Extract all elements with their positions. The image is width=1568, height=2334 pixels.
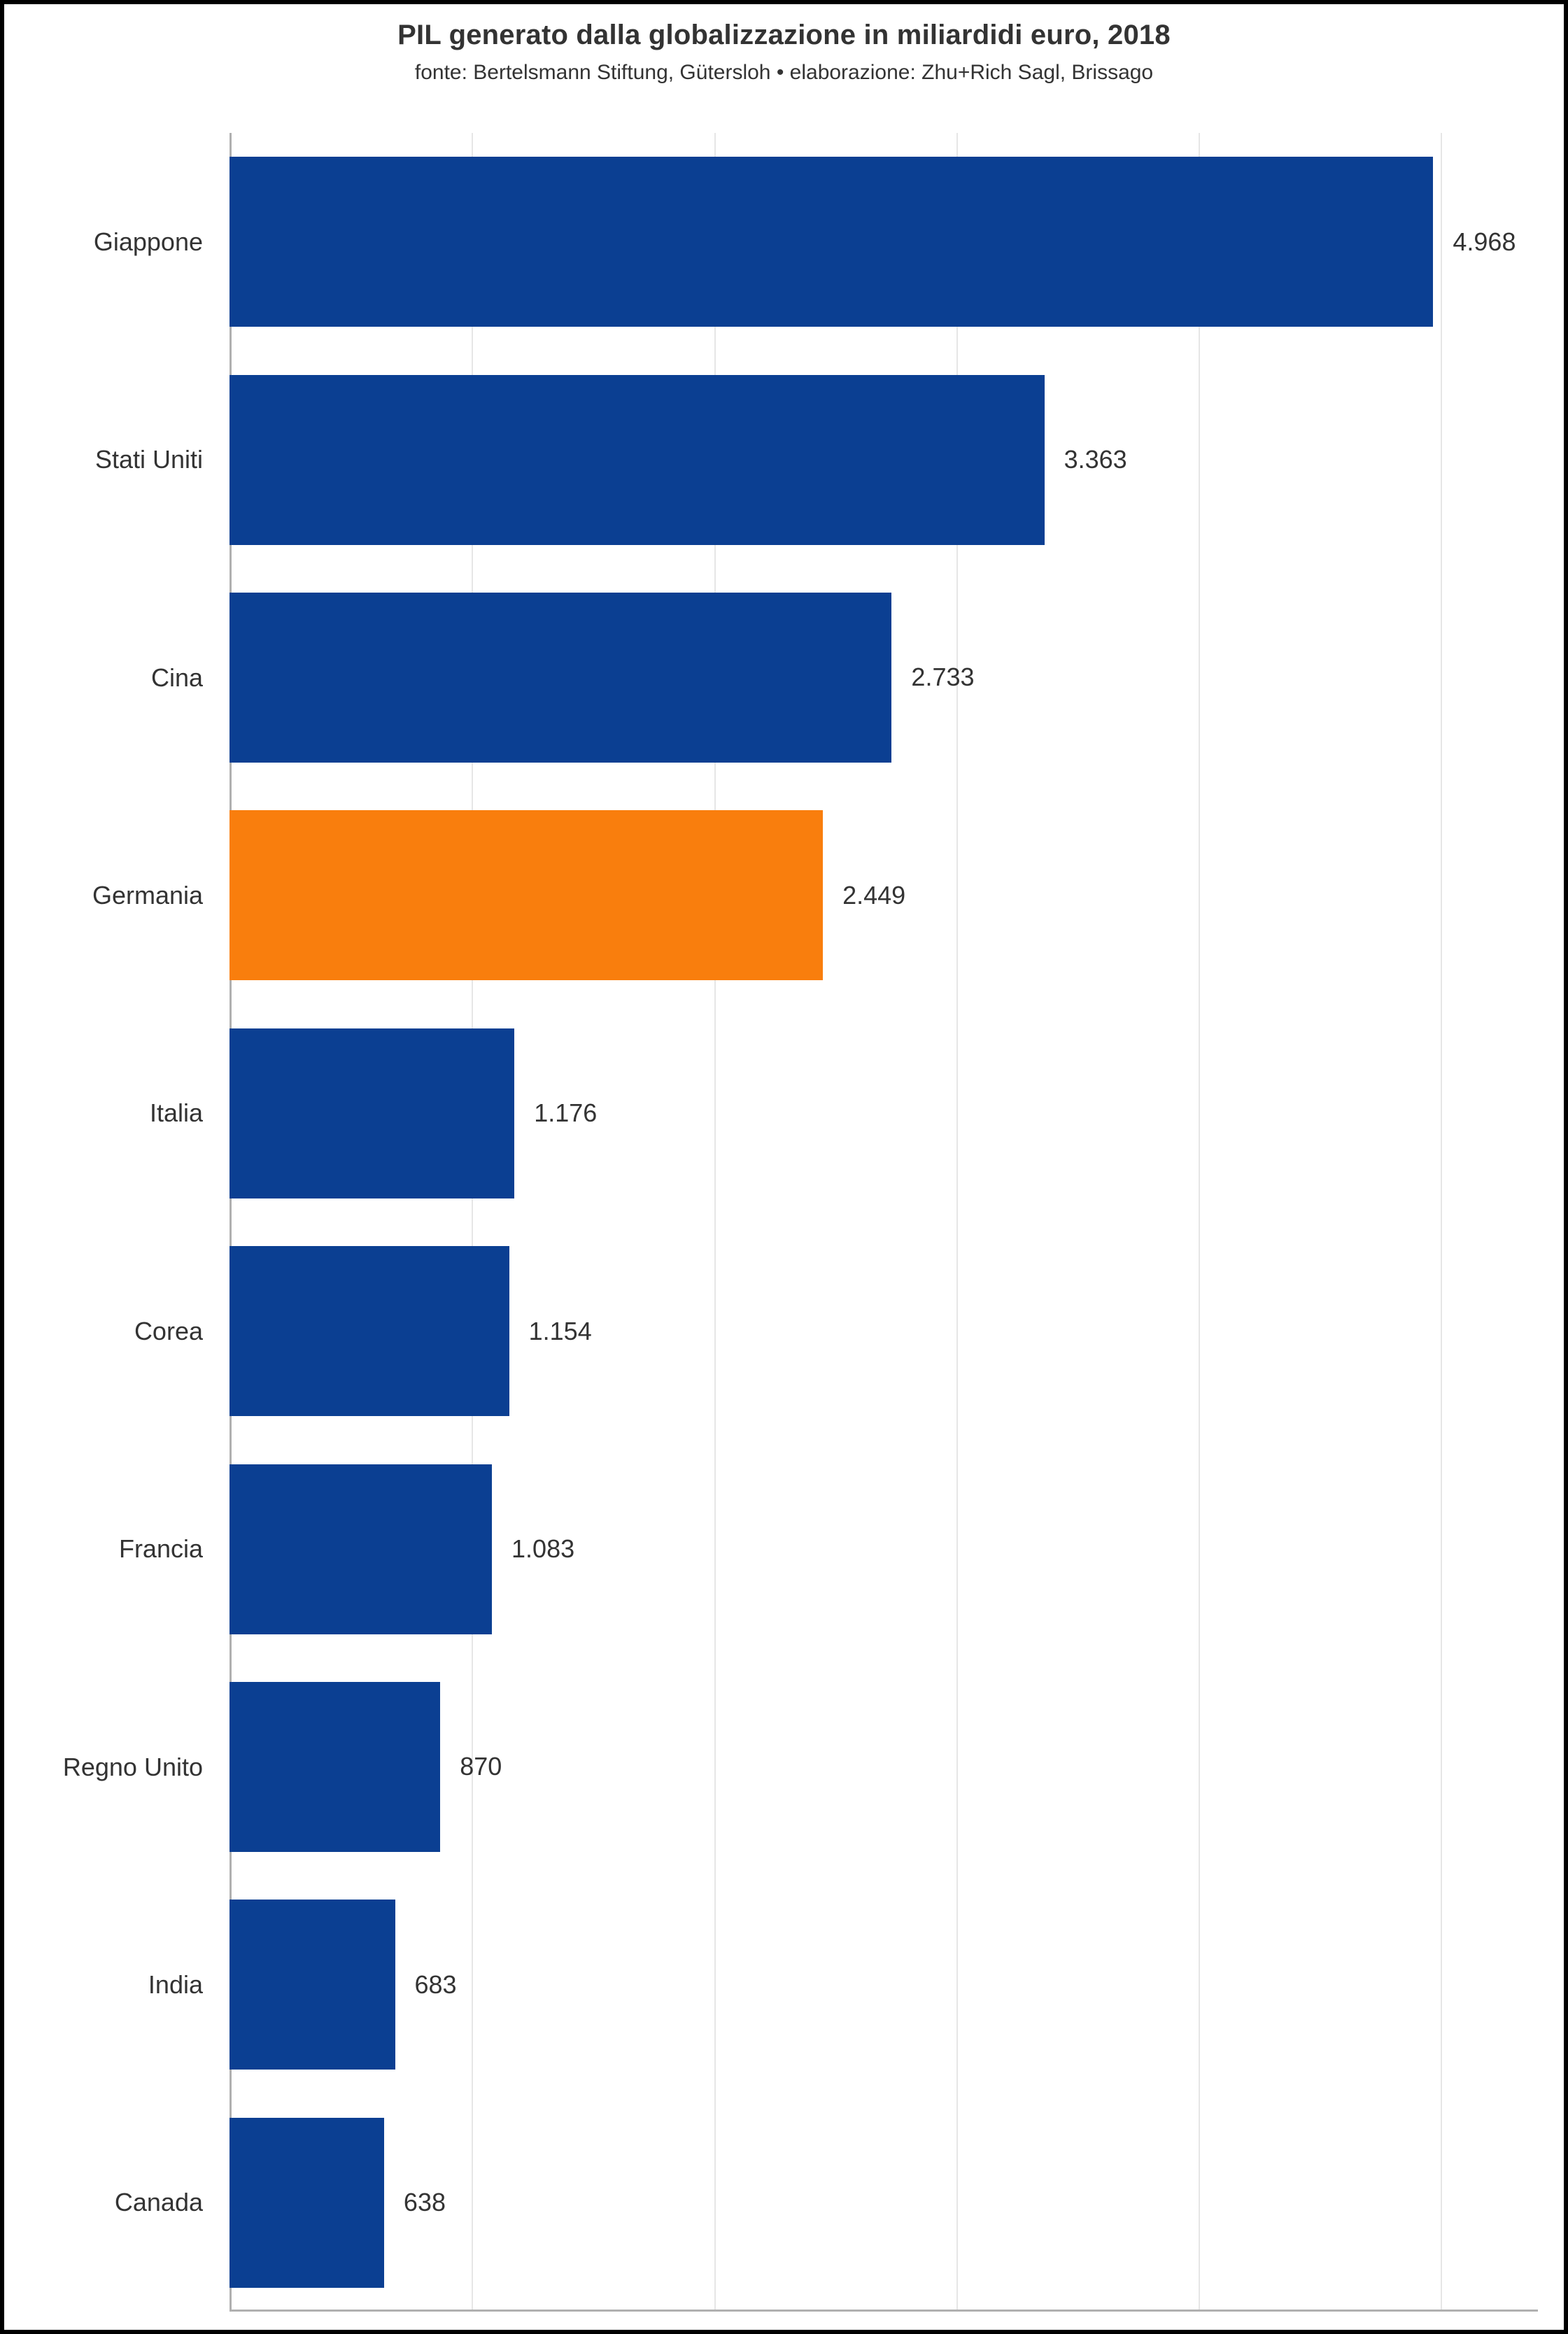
bar-row (229, 157, 1538, 327)
bar-canada[interactable] (229, 2118, 384, 2288)
plot-area (229, 133, 1538, 2312)
bar-cina[interactable] (229, 593, 891, 763)
bar-row (229, 2118, 1538, 2288)
bar-regno-unito[interactable] (229, 1682, 440, 1852)
category-label-giappone: Giappone (93, 227, 203, 256)
category-label-francia: Francia (118, 1534, 203, 1564)
bar-row (229, 1028, 1538, 1198)
bar-value-label: 1.154 (528, 1316, 592, 1345)
category-label-cina: Cina (150, 663, 203, 692)
bar-corea[interactable] (229, 1246, 509, 1416)
bar-row (229, 1464, 1538, 1634)
category-label-corea: Corea (134, 1316, 203, 1345)
bar-italia[interactable] (229, 1028, 514, 1198)
category-label-india: India (148, 1969, 203, 1999)
plot-wrapper (4, 129, 1568, 2333)
bar-value-label: 4.968 (1453, 227, 1516, 256)
x-axis (229, 2310, 1538, 2312)
bar-value-label: 870 (460, 1752, 502, 1781)
bar-francia[interactable] (229, 1464, 492, 1634)
bar-value-label: 2.449 (842, 880, 906, 910)
bar-value-label: 1.083 (511, 1534, 575, 1564)
category-label-regno-unito: Regno Unito (62, 1752, 203, 1781)
bar-giappone[interactable] (229, 157, 1433, 327)
bar-value-label: 683 (414, 1969, 457, 1999)
bar-value-label: 638 (403, 2188, 446, 2217)
bar-row (229, 1682, 1538, 1852)
bar-value-label: 2.733 (911, 663, 975, 692)
bar-india[interactable] (229, 1900, 395, 2070)
category-label-italia: Italia (149, 1098, 203, 1128)
chart-header (4, 20, 1564, 85)
category-label-germania: Germania (92, 880, 203, 910)
chart-subtitle: fonte: Bertelsmann Stiftung, Gütersloh • elaborazione: Zhu+Rich Sagl, Brissago (414, 61, 1154, 84)
category-label-stati-uniti: Stati Uniti (94, 445, 203, 474)
bar-row (229, 375, 1538, 545)
bar-germania[interactable] (229, 810, 823, 980)
bar-row (229, 1900, 1538, 2070)
category-label-canada: Canada (114, 2188, 203, 2217)
bar-value-label: 3.363 (1064, 445, 1127, 474)
bar-row (229, 593, 1538, 763)
bar-row (229, 1246, 1538, 1416)
bar-value-label: 1.176 (534, 1098, 598, 1128)
bar-row (229, 810, 1538, 980)
chart-title: PIL generato dalla globalizzazione in miliardidi euro, 2018 (397, 20, 1171, 50)
bar-stati-uniti[interactable] (229, 375, 1045, 545)
